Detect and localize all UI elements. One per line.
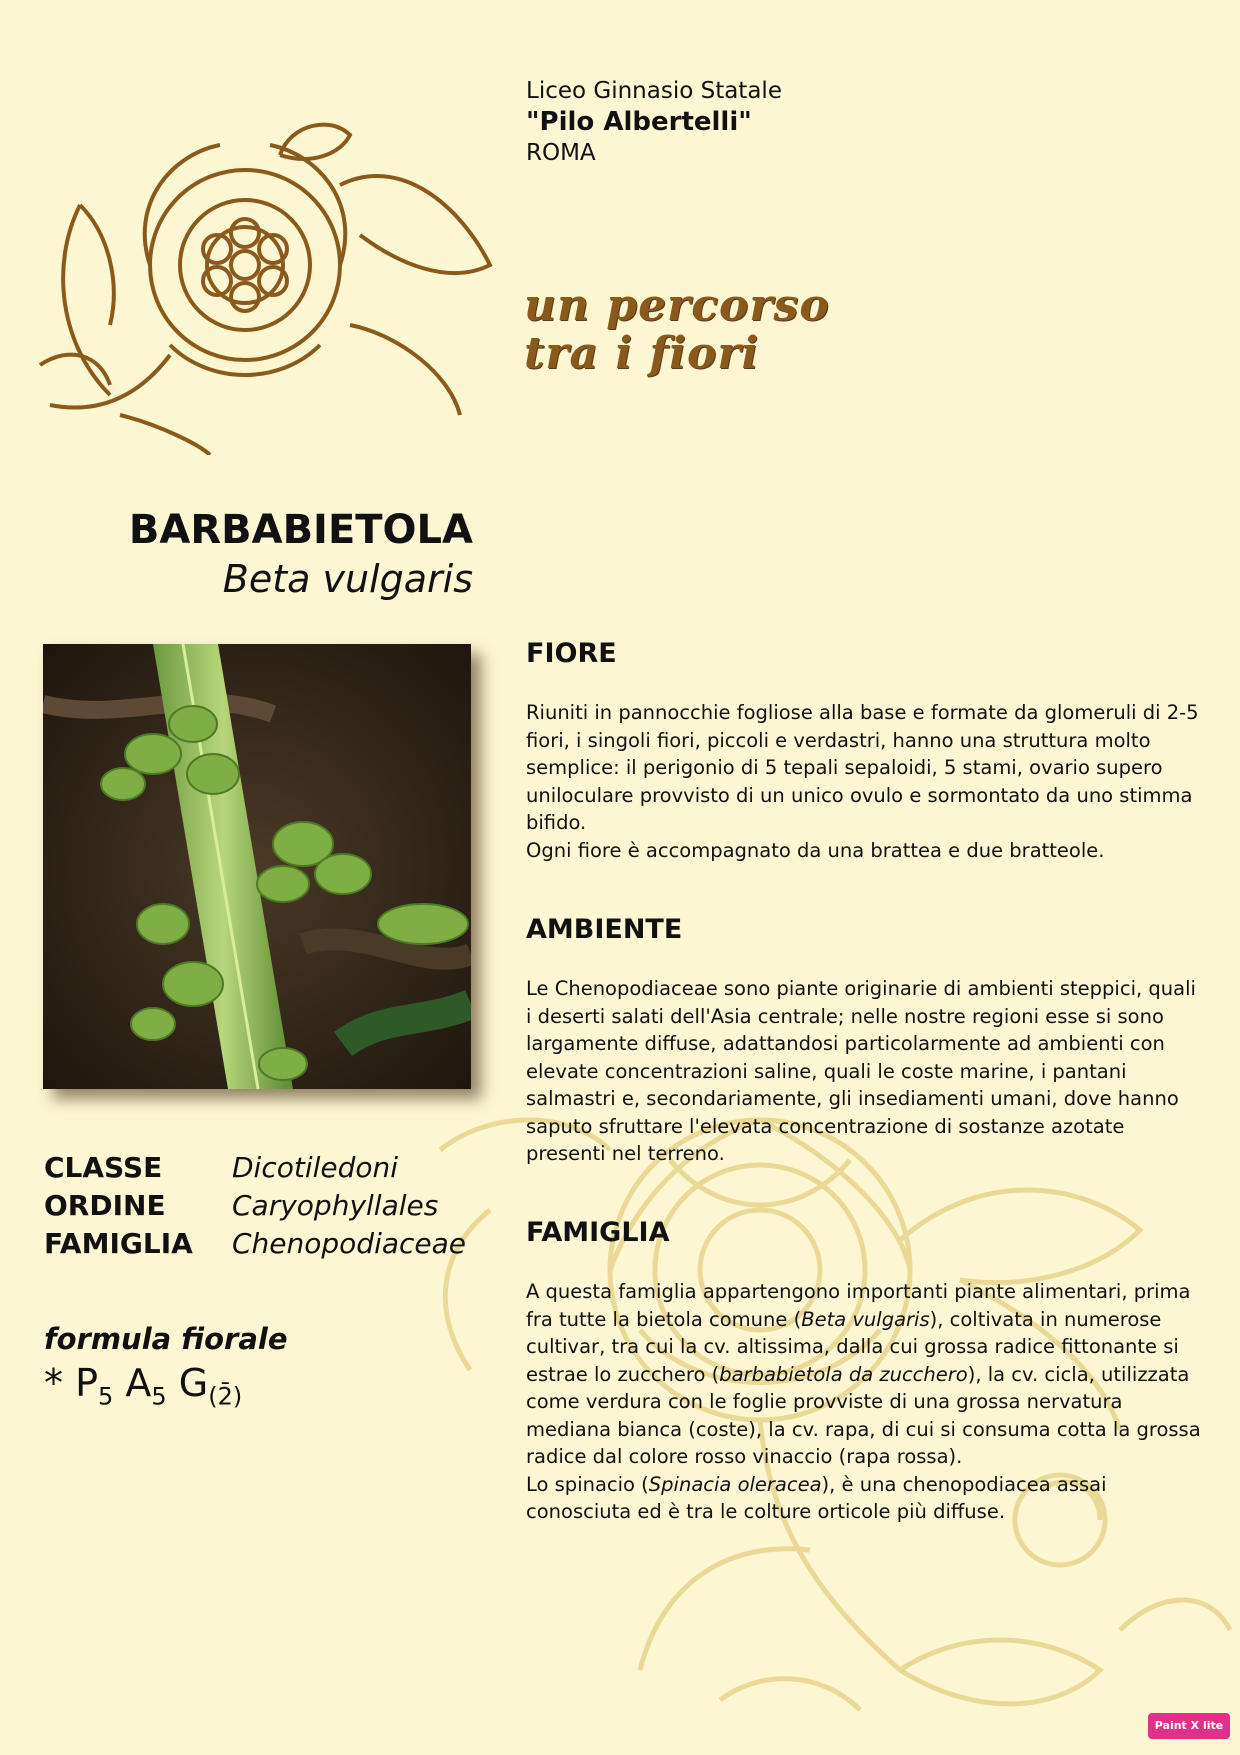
formula-p: P [75, 1361, 99, 1405]
section-text: Riuniti in pannocchie fogliose alla base e formate da glomeruli di 2-5 fiori, i singoli fiori, piccoli e verdastri, hanno una struttura molto semplice: il perigonio di 5 tepali sepaloidi, 5 stami, ovario supero uniloculare provvisto di un unico ovulo e sormontato da uno stimma bifido. [526, 701, 1199, 834]
school-type: Liceo Ginnasio Statale [526, 78, 782, 104]
section-heading: AMBIENTE [526, 914, 683, 945]
section-text: A questa famiglia appartengono importanti piante alimentari, prima fra tutte la bietola comune (Beta vulgaris), coltivata in numerose cultivar, tra cui la cv. altissima, dalla cui grossa radice fittonante si estrae lo zucchero (barbabietola da zucchero), la cv. cicla, utilizzata come verdura con le foglie provviste di una grossa nervatura mediana bianca (coste), la cv. rapa, di cui si consuma cotta la grossa radice dal colore rosso vinaccio (rapa rossa). [526, 1280, 1201, 1468]
floral-formula [44, 1361, 242, 1411]
taxonomy-row-ordine [44, 1187, 466, 1225]
section-famiglia [526, 1217, 1206, 1526]
formula-g: G [178, 1361, 209, 1405]
formula-g-sub: (2̄) [208, 1382, 243, 1411]
taxonomy-row-classe [44, 1149, 466, 1187]
formula-star: * [44, 1361, 63, 1405]
section-ambiente [526, 914, 1206, 1168]
taxonomy-table [44, 1149, 466, 1263]
rose-ornament-logo [20, 115, 510, 455]
taxonomy-value: Dicotiledoni [232, 1151, 399, 1184]
latin-term: Beta vulgaris [801, 1307, 930, 1331]
section-heading: FAMIGLIA [526, 1217, 670, 1248]
latin-term: Spinacia oleracea [648, 1472, 822, 1496]
taxonomy-label: CLASSE [44, 1151, 163, 1184]
plant-latin-name: Beta vulgaris [222, 557, 473, 601]
tagline-line-2: tra i fiori [524, 328, 760, 379]
taxonomy-value: Chenopodiaceae [232, 1227, 467, 1260]
tagline [524, 282, 830, 378]
section-text: Le Chenopodiaceae sono piante originarie di ambienti steppici, quali i deserti salati dell'Asia centrale; nelle nostre regioni esse si sono largamente diffuse, adattandosi particolarmente ad ambienti con elevate concentrazioni saline, quali le coste marine, i pantani salmastri e, secondariamente, gli insediamenti umani, dove hanno saputo sfruttare l'elevata concentrazione di sostanze azotate presenti nel terreno. [526, 977, 1196, 1165]
section-text: Ogni fiore è accompagnato da una brattea e due bratteole. [526, 838, 1105, 862]
formula-a: A [125, 1361, 152, 1405]
section-heading: FIORE [526, 638, 617, 669]
school-name: "Pilo Albertelli" [526, 107, 752, 137]
plant-photo [43, 644, 471, 1089]
latin-term: barbabietola da zucchero [719, 1362, 968, 1386]
paint-x-lite-watermark[interactable]: Paint X lite [1148, 1713, 1230, 1739]
formula-a-sub: 5 [151, 1382, 167, 1411]
taxonomy-label: ORDINE [44, 1189, 166, 1222]
taxonomy-row-famiglia [44, 1225, 466, 1263]
plant-common-name: BARBABIETOLA [128, 507, 473, 553]
school-header [526, 76, 782, 169]
tagline-line-1: un percorso [524, 280, 830, 331]
plant-title [129, 504, 473, 602]
formula-p-sub: 5 [98, 1382, 114, 1411]
taxonomy-label: FAMIGLIA [44, 1227, 193, 1260]
section-text: Lo spinacio (Spinacia oleracea), è una chenopodiacea assai conosciuta ed è tra le colture orticole più diffuse. [526, 1472, 1107, 1523]
formula-label: formula fiorale [44, 1322, 288, 1356]
school-city: ROMA [526, 140, 596, 166]
taxonomy-value: Caryophyllales [232, 1189, 439, 1222]
section-fiore [526, 638, 1206, 864]
